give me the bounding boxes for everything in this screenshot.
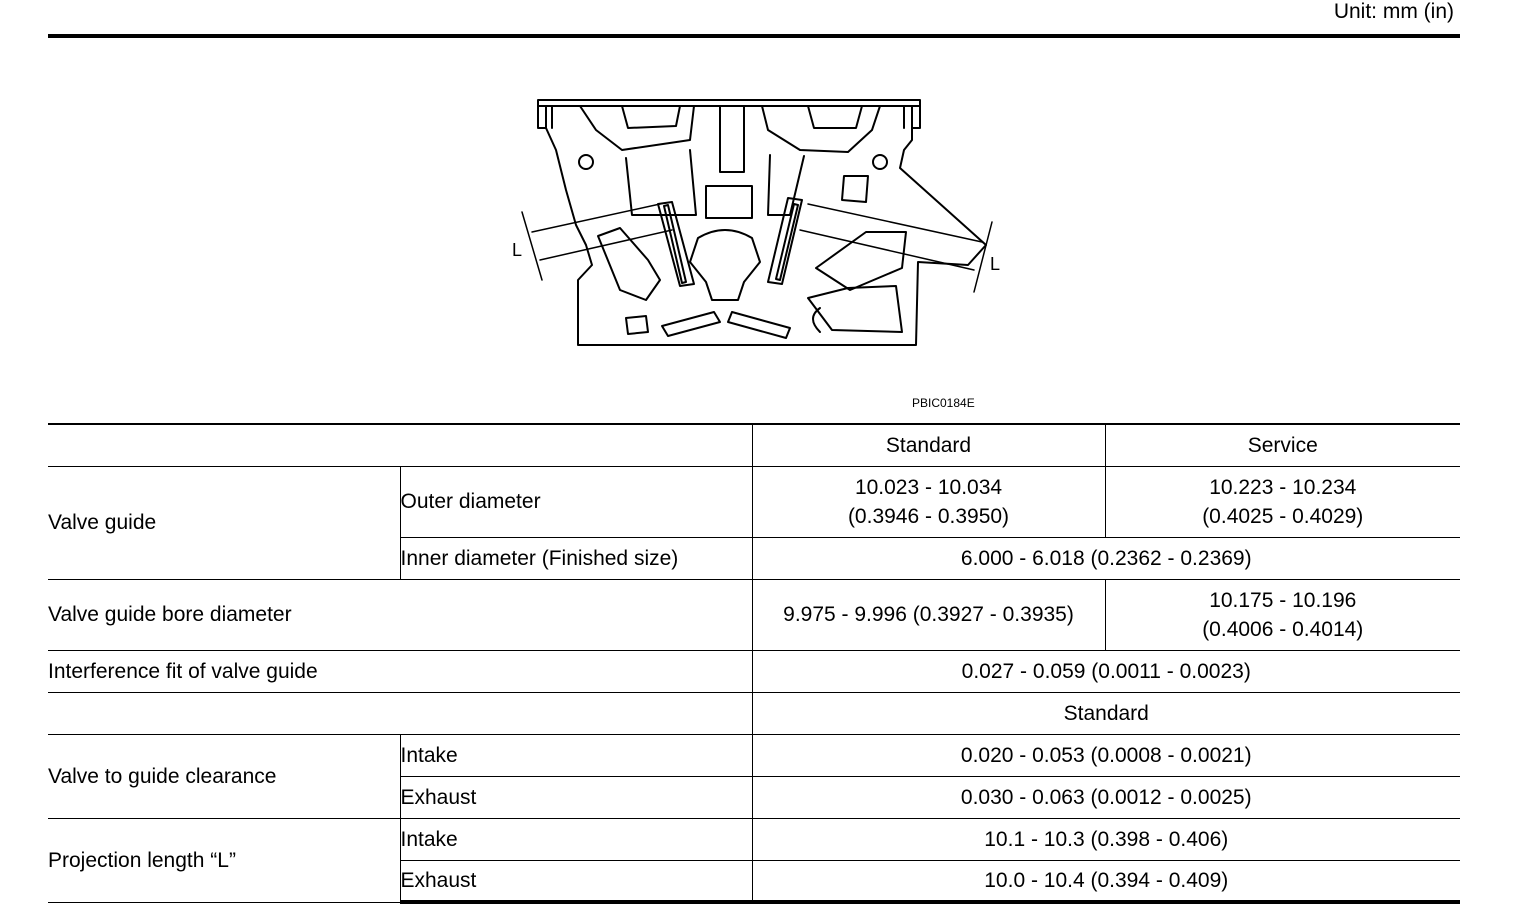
projection-exhaust-label: Exhaust — [400, 860, 752, 902]
clearance-intake-value: 0.020 - 0.053 (0.0008 - 0.0021) — [752, 734, 1460, 776]
table-row — [48, 466, 1460, 537]
outer-diameter-standard-in: (0.3946 - 0.3950) — [847, 504, 1010, 528]
inner-diameter-value: 6.000 - 6.018 (0.2362 - 0.2369) — [752, 537, 1460, 579]
clearance-exhaust-label: Exhaust — [400, 776, 752, 818]
projection-label: Projection length “L” — [48, 818, 400, 902]
unit-label: Unit: mm (in) — [1333, 0, 1454, 23]
clearance-label: Valve to guide clearance — [48, 734, 400, 818]
subheader-standard: Standard — [752, 692, 1460, 734]
outer-diameter-standard-mm: 10.023 - 10.034 — [854, 475, 1003, 499]
table-row — [48, 650, 1460, 692]
bore-diameter-service — [1105, 579, 1460, 650]
projection-exhaust-value: 10.0 - 10.4 (0.394 - 0.409) — [752, 860, 1460, 902]
dimension-label-right: L — [990, 254, 1001, 274]
interference-fit-value: 0.027 - 0.059 (0.0011 - 0.0023) — [752, 650, 1460, 692]
interference-fit-label: Interference fit of valve guide — [48, 650, 752, 692]
inner-diameter-label: Inner diameter (Finished size) — [400, 537, 752, 579]
dimension-label-left: L — [512, 240, 523, 260]
header-blank-cell — [48, 424, 752, 466]
outer-diameter-service-mm: 10.223 - 10.234 — [1209, 475, 1357, 499]
top-divider — [48, 34, 1460, 38]
table-header-row — [48, 424, 1460, 466]
outer-diameter-service-in: (0.4025 - 0.4029) — [1202, 504, 1364, 528]
figure-code: PBIC0184E — [912, 396, 975, 410]
valve-guide-spec-table — [48, 423, 1460, 904]
header-standard: Standard — [752, 424, 1105, 466]
table-row — [48, 818, 1460, 860]
table-subheader-row — [48, 692, 1460, 734]
valve-guide-label: Valve guide — [48, 466, 400, 579]
cylinder-head-valve-guide-diagram-icon — [500, 90, 1020, 360]
bore-diameter-service-mm: 10.175 - 10.196 — [1209, 588, 1357, 612]
outer-diameter-standard — [752, 466, 1105, 537]
table-row — [48, 734, 1460, 776]
clearance-exhaust-value: 0.030 - 0.063 (0.0012 - 0.0025) — [752, 776, 1460, 818]
bore-diameter-service-in: (0.4006 - 0.4014) — [1202, 617, 1364, 641]
table-row — [48, 579, 1460, 650]
header-service: Service — [1105, 424, 1460, 466]
projection-intake-label: Intake — [400, 818, 752, 860]
projection-intake-value: 10.1 - 10.3 (0.398 - 0.406) — [752, 818, 1460, 860]
outer-diameter-label: Outer diameter — [400, 466, 752, 537]
subheader-blank-cell — [48, 692, 752, 734]
outer-diameter-service — [1105, 466, 1460, 537]
bore-diameter-standard: 9.975 - 9.996 (0.3927 - 0.3935) — [752, 579, 1105, 650]
bore-diameter-label: Valve guide bore diameter — [48, 579, 752, 650]
clearance-intake-label: Intake — [400, 734, 752, 776]
